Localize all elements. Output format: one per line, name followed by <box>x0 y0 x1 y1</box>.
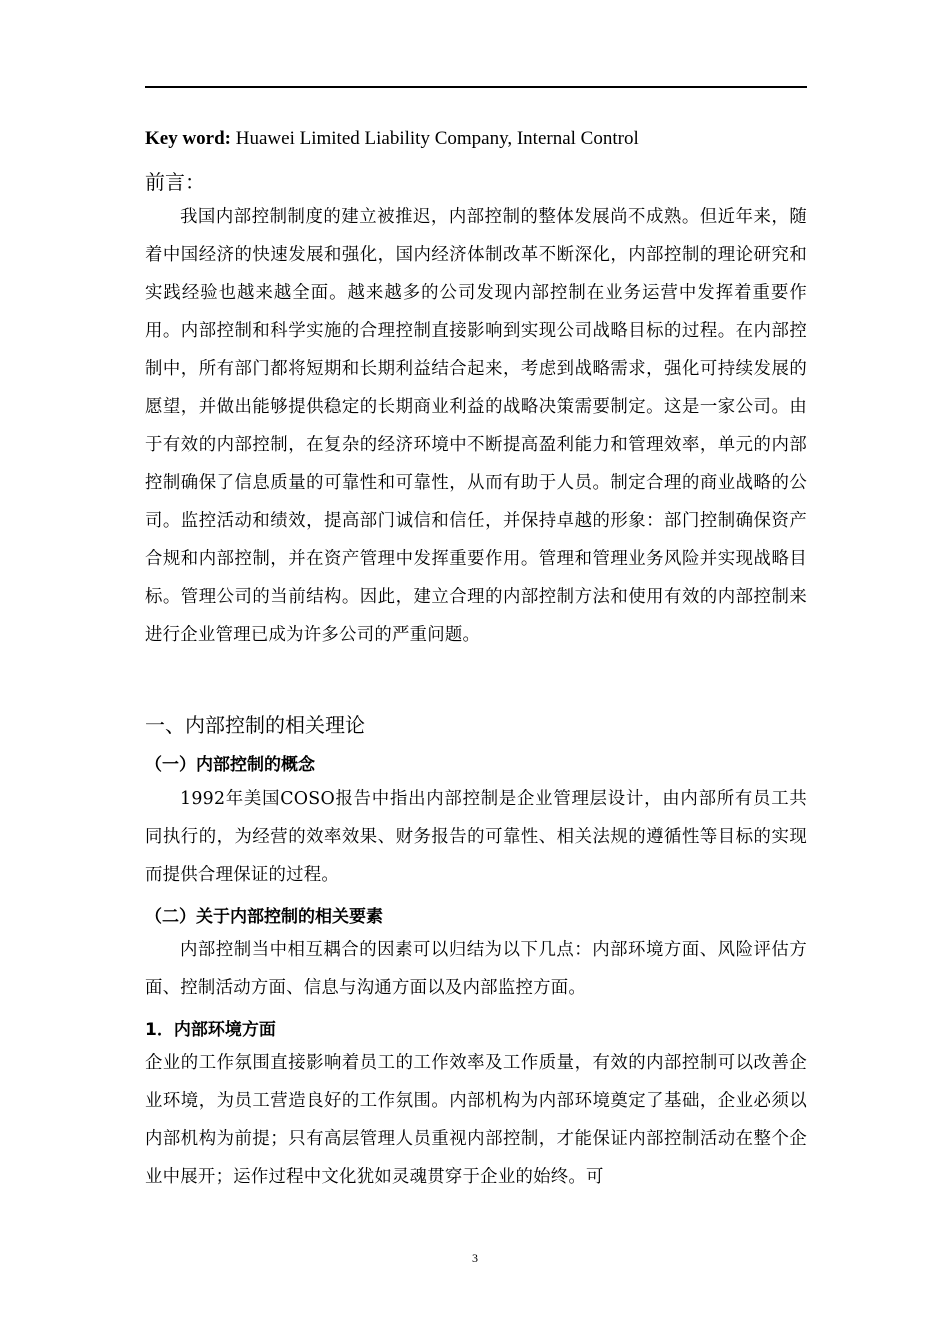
section-heading: 一、内部控制的相关理论 <box>145 713 365 737</box>
subsection-heading-1: （一）内部控制的概念 <box>145 755 315 775</box>
keyword-text: Huawei Limited Liability Company, Internal Control <box>231 128 639 149</box>
item-paragraph-1: 企业的工作氛围直接影响着员工的工作效率及工作质量，有效的内部控制可以改善企业环境，为员工营造良好的工作氛围。内部机构为内部环境奠定了基础，企业必须以内部机构为前提；只有高层管理人员重视内部控制，才能保证内部控制活动在整个企业中展开；运作过程中文化犹如灵魂贯穿于企业的始终。可 <box>145 1053 807 1187</box>
intro-paragraph: 我国内部控制制度的建立被推迟，内部控制的整体发展尚不成熟。但近年来，随着中国经济的快速发展和强化，国内经济体制改革不断深化，内部控制的理论研究和实践经验也越来越全面。越来越多的公司发现内部控制在业务运营中发挥着重要作用。内部控制和科学实施的合理控制直接影响到实现公司战略目标的过程。在内部控制中，所有部门都将短期和长期利益结合起来，考虑到战略需求，强化可持续发展的愿望，并做出能够提供稳定的长期商业利益的战略决策需要制定。这是一家公司。由于有效的内部控制，在复杂的经济环境中不断提高盈利能力和管理效率，单元的内部控制确保了信息质量的可靠性和可靠性，从而有助于人员。制定合理的商业战略的公司。监控活动和绩效，提高部门诚信和信任，并保持卓越的形象：部门控制确保资产合规和内部控制，并在资产管理中发挥重要作用。管理和管理业务风险并实现战略目标。管理公司的当前结构。因此，建立合理的内部控制方法和使用有效的内部控制来进行企业管理已成为许多公司的严重问题。 <box>145 207 807 645</box>
keyword-line <box>145 128 639 150</box>
item-heading-1: 1．内部环境方面 <box>145 1020 276 1040</box>
subsection-paragraph-1: 1992年美国COSO报告中指出内部控制是企业管理层设计，由内部所有员工共同执行的，为经营的效率效果、财务报告的可靠性、相关法规的遵循性等目标的实现而提供合理保证的过程。 <box>145 789 807 885</box>
keyword-label: Key word: <box>145 128 232 149</box>
subsection-heading-2: （二）关于内部控制的相关要素 <box>145 907 383 927</box>
page-number: 3 <box>472 1251 478 1265</box>
header-rule <box>145 86 807 88</box>
intro-heading: 前言： <box>145 170 205 194</box>
subsection-paragraph-2: 内部控制当中相互耦合的因素可以归结为以下几点：内部环境方面、风险评估方面、控制活动方面、信息与沟通方面以及内部监控方面。 <box>145 940 807 998</box>
